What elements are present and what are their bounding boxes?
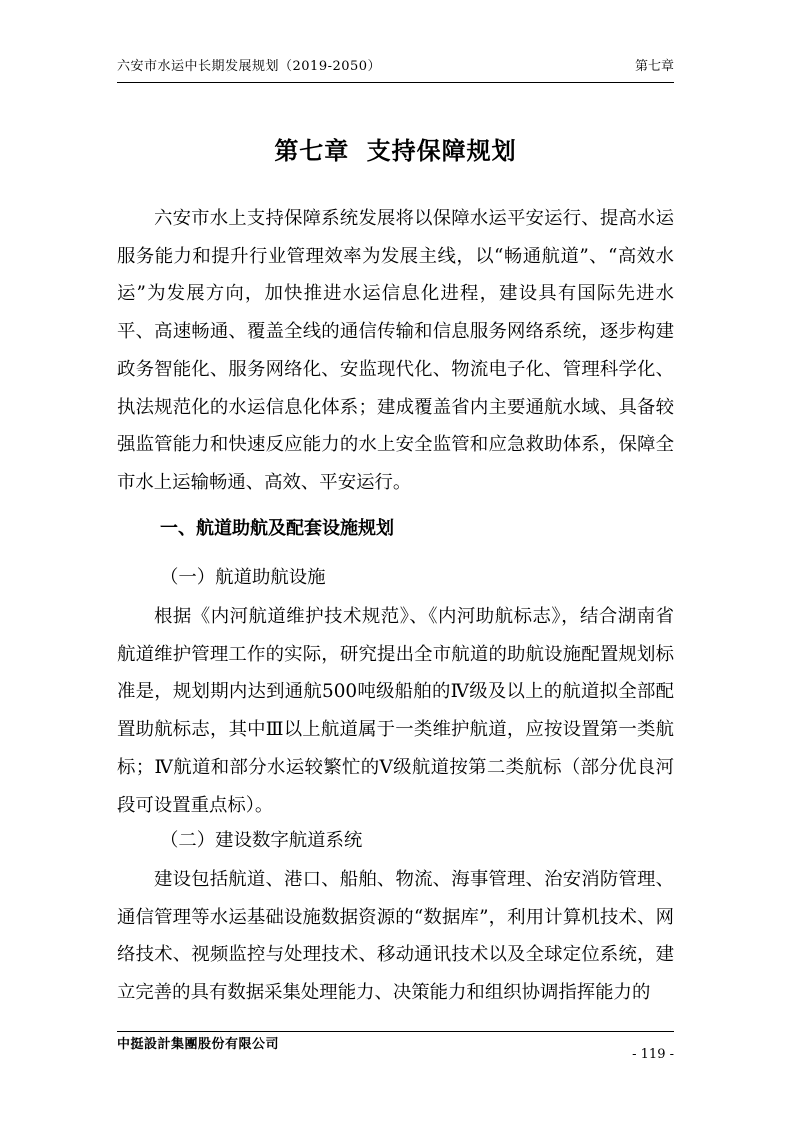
header-divider xyxy=(117,82,674,83)
subsection-2-paragraph: 建设包括航道、港口、船舶、物流、海事管理、治安消防管理、通信管理等水运基础设施数据资源的“数据库”，利用计算机技术、网络技术、视频监控与处理技术、移动通讯技术以及全球定位系统，建立完善的具有数据采集处理能力、决策能力和组织协调指挥能力的 xyxy=(117,869,674,1004)
footer-company-name: 中挺設計集團股份有限公司 xyxy=(117,1037,280,1052)
header-document-title: 六安市水运中长期发展规划（2019-2050） xyxy=(117,59,382,74)
page-header xyxy=(117,58,674,80)
chapter-title: 第七章 支持保障规划 xyxy=(274,137,517,165)
page-number: - 119 - xyxy=(632,1047,674,1062)
subsection-heading-2: （二）建设数字航道系统 xyxy=(160,830,363,851)
footer-divider xyxy=(117,1031,674,1032)
subsection-heading-1: （一）航道助航设施 xyxy=(160,567,326,588)
header-chapter-label: 第七章 xyxy=(634,59,674,74)
intro-paragraph: 六安市水上支持保障系统发展将以保障水运平安运行、提高水运服务能力和提升行业管理效率为发展主线，以“畅通航道”、“高效水运”为发展方向，加快推进水运信息化进程，建设具有国际先进水平、高速畅通、覆盖全线的通信传输和信息服务网络系统，逐步构建政务智能化、服务网络化、安监现代化、物流电子化、管理科学化、执法规范化的水运信息化体系；建成覆盖省内主要通航水域、具备较强监管能力和快速反应能力的水上安全监管和应急救助体系，保障全市水上运输畅通、高效、平安运行。 xyxy=(117,208,674,493)
subsection-1-paragraph: 根据《内河航道维护技术规范》、《内河助航标志》，结合湖南省航道维护管理工作的实际，研究提出全市航道的助航设施配置规划标准是，规划期内达到通航500吨级船舶的Ⅳ级及以上的航道拟全部配置助航标志，其中Ⅲ以上航道属于一类维护航道，应按设置第一类航标；Ⅳ航道和部分水运较繁忙的Ⅴ级航道按第二类航标（部分优良河段可设置重点标）。 xyxy=(117,606,674,816)
section-heading: 一、航道助航及配套设施规划 xyxy=(160,518,394,539)
